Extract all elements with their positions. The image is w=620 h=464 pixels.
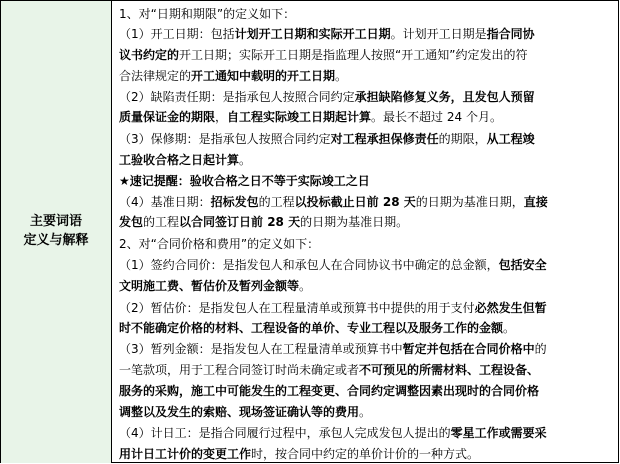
content-cell <box>113 1 619 463</box>
category-label-line-1: 主要词语 <box>29 214 82 229</box>
text-line <box>119 88 535 106</box>
text-span: ， <box>215 110 228 124</box>
text-span: 。计划开工日期是 <box>390 27 487 41</box>
text-span: 开工日期；实际开工日期是指监理人按照“开工通知”约定发出的符 <box>179 48 528 62</box>
text-span: 时，按合同中约定的单价计价的一种方式。 <box>251 447 480 461</box>
text-line <box>119 46 527 64</box>
category-label <box>1 212 111 250</box>
bold-text: 议书约定的 <box>119 48 180 62</box>
text-span: 。最长不超过 24 个月。 <box>371 110 502 124</box>
bold-text: 工验收合格之日起计算 <box>119 153 240 167</box>
text-span: 一笔款项，用于工程合同签订时尚未确定或者 <box>119 363 360 377</box>
text-span: （3）保修期：是指承包人按照合同约定 <box>119 132 331 146</box>
text-line <box>119 213 408 231</box>
bold-text: 指合同协 <box>486 27 535 41</box>
text-line <box>119 193 548 211</box>
text-span: （3）暂列金额：是指发包人在工程量清单或预算书中 <box>119 342 403 356</box>
bold-text: 质量保证金的期限 <box>119 110 216 124</box>
category-label-line-2: 定义与解释 <box>23 233 89 248</box>
bold-text: 包括安全 <box>498 258 547 272</box>
text-line <box>119 172 370 190</box>
text-line <box>119 445 479 463</box>
text-span: （2）缺陷责任期：是指承包人按照合同约定 <box>119 90 355 104</box>
bold-text: 零星工作或需要采 <box>450 426 547 440</box>
bold-text: 招标发包 <box>210 195 259 209</box>
text-line <box>119 256 547 274</box>
text-span: 的期限， <box>438 132 487 146</box>
text-span: 的工程 <box>258 195 295 209</box>
text-line <box>119 277 311 295</box>
text-line <box>119 130 535 148</box>
bold-text: 暂定并包括在合同价格中 <box>402 342 535 356</box>
text-span: 1、对“日期和期限”的定义如下： <box>119 7 296 21</box>
text-line <box>119 299 547 317</box>
bold-text: 服务的采购，施工中可能发生的工程变更、合同约定调整因素出现时的合同价格 <box>119 384 540 398</box>
bold-text: 对工程承担保修责任 <box>330 132 439 146</box>
text-line <box>119 25 535 43</box>
bold-text: 开工通知中载明的开工日期 <box>191 69 336 83</box>
text-span: 合法律规定的 <box>119 69 192 83</box>
bold-text: 用计日工计价的变更工作 <box>119 447 252 461</box>
bold-text: 必然发生但暂 <box>474 301 547 315</box>
text-span: 。 <box>239 153 252 167</box>
text-span: 的日期为基准日期。 <box>300 215 409 229</box>
text-span: 。 <box>335 69 348 83</box>
text-span: 的工程 <box>143 215 180 229</box>
bold-text: 直接 <box>523 195 548 209</box>
text-line <box>119 235 319 253</box>
text-span: 。 <box>359 405 372 419</box>
bold-text: 以合同签订日前 28 天 <box>179 215 301 229</box>
bold-text: 以投标截止日前 28 天 <box>294 195 416 209</box>
text-line <box>119 5 295 23</box>
text-span: （1）开工日期：包括 <box>119 27 235 41</box>
text-span: （4）计日工：是指合同履行过程中，承包人完成发包人提出的 <box>119 426 451 440</box>
text-line <box>119 403 371 421</box>
bold-text: 从工程竣 <box>486 132 535 146</box>
text-line <box>119 361 539 379</box>
text-line <box>119 108 502 126</box>
category-cell <box>1 1 112 463</box>
bold-text: 计划开工日期和实际开工日期 <box>234 27 391 41</box>
text-span: （2）暂估价：是指发包人在工程量清单或预算书中提供的用于支付 <box>119 301 475 315</box>
text-span: 2、对“合同价格和费用”的定义如下： <box>119 237 320 251</box>
text-span: 的日期为基准日期， <box>415 195 524 209</box>
text-line <box>119 340 547 358</box>
text-line <box>119 67 347 85</box>
bold-text: 发包 <box>119 215 144 229</box>
bold-text: 自工程实际竣工日期起计算 <box>227 110 372 124</box>
bold-text: 时不能确定价格的材料、工程设备的单价、专业工程以及服务工作的金额 <box>119 321 504 335</box>
bold-text: 不可预见的所需材料、工程设备、 <box>359 363 540 377</box>
bold-text: 文明施工费、暂估价及暂列金额等 <box>119 279 300 293</box>
bold-text: 调整以及发生的索赔、现场签证确认等的费用 <box>119 405 360 419</box>
text-span: （4）基准日期： <box>119 195 211 209</box>
text-span: 。 <box>503 321 516 335</box>
text-span: 的 <box>534 342 547 356</box>
text-line <box>119 424 547 442</box>
text-line <box>119 382 539 400</box>
bold-text: 承担缺陷修复义务，且发包人预留 <box>354 90 535 104</box>
bold-text: ★速记提醒：验收合格之日不等于实际竣工之日 <box>119 174 370 188</box>
text-span: （1）签约合同价：是指发包人和承包人在合同协议书中确定的总金额， <box>119 258 499 272</box>
text-line <box>119 319 515 337</box>
text-span: 。 <box>299 279 312 293</box>
text-line <box>119 151 251 169</box>
